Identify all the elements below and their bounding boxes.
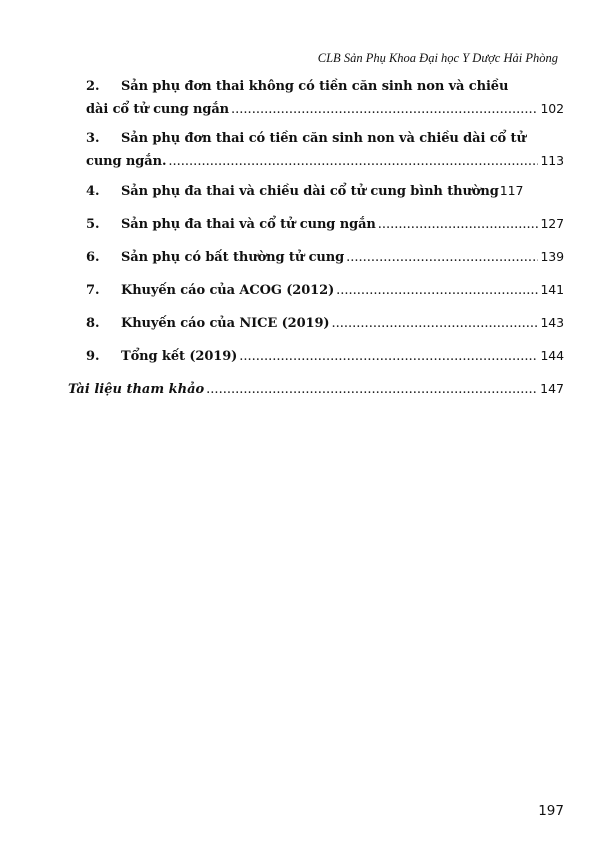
entry-page: 144: [540, 348, 564, 363]
entry-page: 139: [540, 249, 564, 264]
toc-entry-8[interactable]: [86, 312, 564, 335]
entry-number: 9.: [86, 349, 100, 364]
entry-number: 5.: [86, 217, 100, 232]
entry-title: Sản phụ đa thai và cổ tử cung ngắn: [121, 217, 376, 232]
entry-number: 8.: [86, 316, 100, 331]
entry-title: Sản phụ có bất thường tử cung: [121, 250, 345, 265]
references-page: 147: [540, 381, 564, 396]
leader-dots: [332, 313, 539, 335]
entry-page: 127: [540, 216, 564, 231]
entry-title-line1: Sản phụ đơn thai có tiền căn sinh non và chiều dài cổ tử: [121, 131, 526, 146]
leader-dots: [206, 379, 538, 401]
entry-page: 113: [540, 153, 564, 168]
entry-title-line2: dài cổ tử cung ngắn: [86, 102, 230, 117]
entry-title-line2: cung ngắn.: [86, 154, 167, 169]
entry-title-line1: Sản phụ đơn thai không có tiền căn sinh non và chiều: [121, 79, 509, 94]
toc-entry-7[interactable]: [86, 279, 564, 302]
toc-entry-references[interactable]: [68, 378, 564, 401]
entry-number: 6.: [86, 250, 100, 265]
entry-title: Khuyến cáo của ACOG (2012): [121, 283, 335, 298]
page-number: 197: [538, 803, 564, 819]
toc-entry-4[interactable]: [86, 180, 564, 203]
toc-entry-3[interactable]: [86, 128, 564, 173]
toc-entry-6[interactable]: [86, 246, 564, 269]
leader-dots: [231, 99, 538, 121]
leader-dots: [336, 280, 538, 302]
entry-page: 117: [499, 183, 524, 198]
entry-number: 7.: [86, 283, 100, 298]
toc-entry-5[interactable]: [86, 213, 564, 236]
references-title: Tài liệu tham khảo: [68, 382, 205, 397]
entry-title: Sản phụ đa thai và chiều dài cổ tử cung bình thường: [121, 184, 499, 199]
entry-page: 102: [540, 101, 564, 116]
leader-dots: [378, 214, 539, 236]
running-header: CLB Sản Phụ Khoa Đại học Y Dược Hải Phòng: [317, 51, 558, 65]
entry-number: 4.: [86, 184, 100, 199]
toc-entry-2[interactable]: [86, 76, 564, 121]
entry-number: 2.: [86, 79, 100, 94]
entry-page: 141: [540, 282, 564, 297]
leader-dots: [239, 346, 538, 368]
entry-number: 3.: [86, 131, 100, 146]
leader-dots: [346, 247, 538, 269]
toc-entry-9[interactable]: [86, 345, 564, 368]
entry-page: 143: [540, 315, 564, 330]
entry-title: Khuyến cáo của NICE (2019): [121, 316, 330, 331]
entry-title: Tổng kết (2019): [121, 349, 238, 364]
leader-dots: [168, 151, 538, 173]
